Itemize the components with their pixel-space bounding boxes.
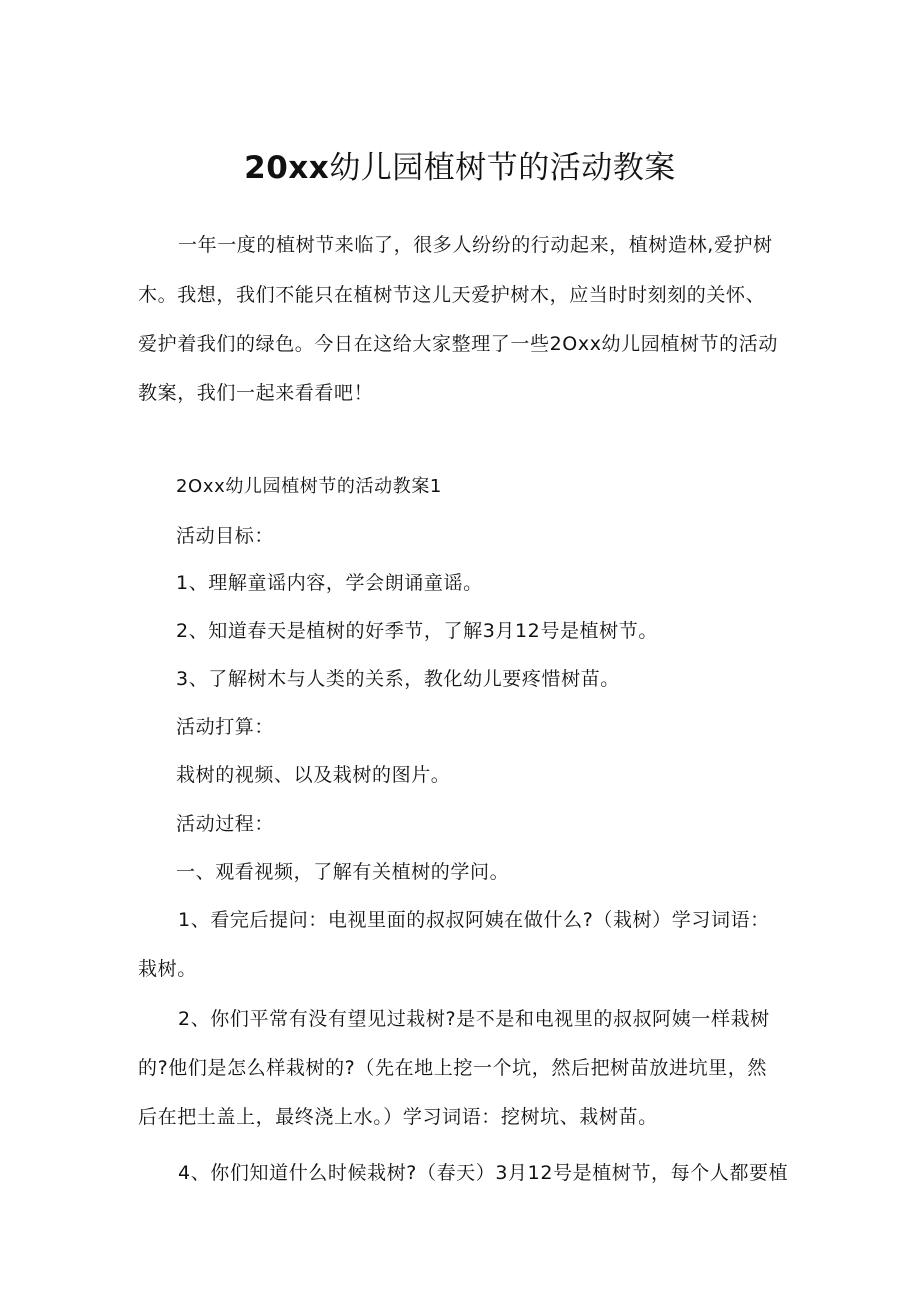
intro-line-3: 爱护着我们的绿色。今日在这给大家整理了一些2Oxx幼儿园植树节的活动	[138, 333, 778, 355]
goals-label: 活动目标：	[176, 525, 275, 547]
intro-line-1: 一年一度的植树节来临了，很多人纷纷的行动起来，植树造林,爱护树	[178, 234, 773, 256]
item2-line-2: 的?他们是怎么样栽树的?（先在地上挖一个坑，然后把树苗放进坑里，然	[138, 1057, 767, 1079]
intro-line-2: 木。我想，我们不能只在植树节这儿天爱护树木，应当时时刻刻的关怀、	[138, 284, 766, 306]
goal-item-1: 1、理解童谣内容，学会朗诵童谣。	[176, 572, 483, 594]
section-title: 2Oxx幼儿园植树节的活动教案1	[176, 476, 442, 497]
title-year: 20xx	[244, 150, 330, 186]
title-text: 幼儿园植树节的活动教案	[329, 150, 676, 186]
item2-line-3: 后在把土盖上，最终浇上水。）学习词语：挖树坑、栽树苗。	[138, 1106, 658, 1128]
item2-line-1: 2、你们平常有没有望见过栽树?是不是和电视里的叔叔阿姨一样栽树	[178, 1008, 770, 1030]
prep-label: 活动打算：	[176, 716, 275, 738]
document-title	[0, 146, 920, 190]
process-label: 活动过程：	[176, 813, 275, 835]
goal-item-3: 3、了解树木与人类的关系，教化幼儿要疼惜树苗。	[176, 668, 620, 690]
goal-item-2: 2、知道春天是植树的好季节，了解3月12号是植树节。	[176, 620, 658, 642]
intro-line-4: 教案，我们一起来看看吧！	[138, 382, 374, 404]
item4-line-1: 4、你们知道什么时候栽树?（春天）3月12号是植树节，每个人都要植	[178, 1162, 789, 1184]
item1-line-2: 栽树。	[138, 958, 197, 980]
prep-text: 栽树的视频、以及栽树的图片。	[176, 764, 451, 786]
process-step-1: 一、观看视频，了解有关植树的学问。	[176, 861, 510, 883]
item1-line-1: 1、看完后提问：电视里面的叔叔阿姨在做什么?（栽树）学习词语：	[178, 909, 770, 931]
